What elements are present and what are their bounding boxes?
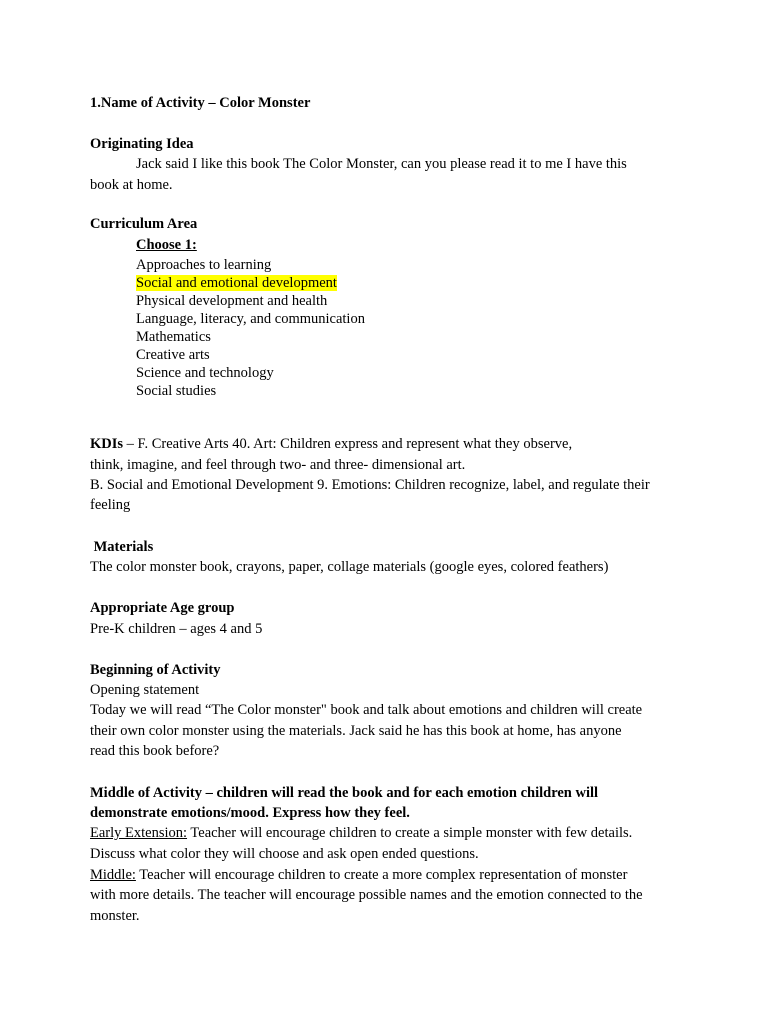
beginning-heading: Beginning of Activity xyxy=(90,662,221,678)
beginning-line-1: Today we will read “The Color monster" book and talk about emotions and children will create xyxy=(90,702,643,718)
middle-label: Middle: xyxy=(90,867,136,883)
originating-idea-line-1: Jack said I like this book The Color Monster, can you please read it to me I have this xyxy=(136,156,627,172)
early-extension-text: Teacher will encourage children to create a simple monster with few details. xyxy=(187,825,633,841)
opening-statement-label: Opening statement xyxy=(90,682,200,698)
middle-heading-line-1: Middle of Activity – children will read the book and for each emotion children will xyxy=(90,785,599,801)
middle-text: Teacher will encourage children to create a more complex representation of monster xyxy=(135,867,628,883)
age-group-heading: Appropriate Age group xyxy=(90,600,235,616)
curriculum-option: Social studies xyxy=(136,383,217,399)
kdis-line-3: B. Social and Emotional Development 9. Emotions: Children recognize, label, and regulate their xyxy=(90,477,650,493)
originating-idea-heading: Originating Idea xyxy=(90,136,194,152)
materials-heading: Materials xyxy=(90,539,154,555)
kdis-line-4: feeling xyxy=(90,497,131,513)
kdis-text: – F. Creative Arts 40. Art: Children express and represent what they observe, xyxy=(123,436,573,452)
middle-line-2: with more details. The teacher will encourage possible names and the emotion connected to the xyxy=(90,887,643,903)
curriculum-option: Physical development and health xyxy=(136,293,328,309)
activity-title: 1.Name of Activity – Color Monster xyxy=(90,95,311,111)
kdis-line-1 xyxy=(90,434,572,454)
curriculum-option: Language, literacy, and communication xyxy=(136,311,365,327)
early-extension-line-1 xyxy=(90,823,632,843)
early-extension-line-2: Discuss what color they will choose and ask open ended questions. xyxy=(90,846,479,862)
kdis-label: KDIs xyxy=(90,436,124,452)
curriculum-option: Mathematics xyxy=(136,329,211,345)
choose-label: Choose 1: xyxy=(136,237,197,253)
middle-line-1 xyxy=(90,865,627,885)
kdis-line-2: think, imagine, and feel through two- and three- dimensional art. xyxy=(90,457,466,473)
curriculum-option: Creative arts xyxy=(136,347,210,363)
originating-idea-line-2: book at home. xyxy=(90,177,173,193)
early-extension-label: Early Extension: xyxy=(90,825,188,841)
middle-line-3: monster. xyxy=(90,908,140,924)
middle-heading-line-2: demonstrate emotions/mood. Express how they feel. xyxy=(90,805,410,821)
curriculum-option: Approaches to learning xyxy=(136,257,272,273)
curriculum-area-heading: Curriculum Area xyxy=(90,216,198,232)
curriculum-option: Science and technology xyxy=(136,365,274,381)
age-group-text: Pre-K children – ages 4 and 5 xyxy=(90,621,263,637)
materials-text: The color monster book, crayons, paper, collage materials (google eyes, colored feathers) xyxy=(90,559,609,575)
curriculum-option-selected xyxy=(136,273,337,293)
highlight-mark: Social and emotional development xyxy=(136,275,337,291)
beginning-line-2: their own color monster using the materials. Jack said he has this book at home, has anyone xyxy=(90,723,622,739)
beginning-line-3: read this book before? xyxy=(90,743,220,759)
